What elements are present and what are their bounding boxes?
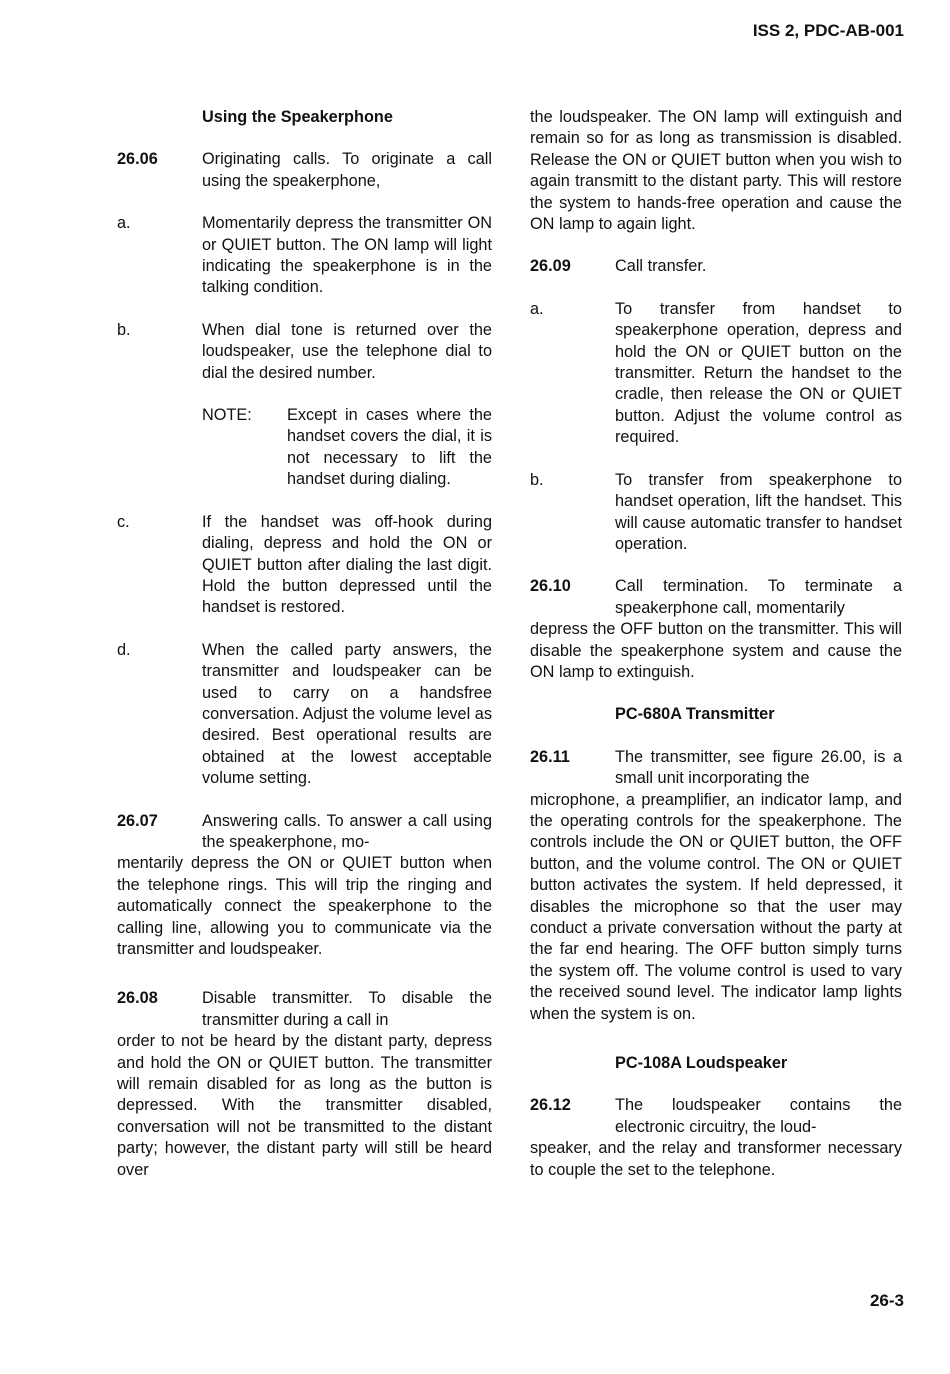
list-letter: d.	[117, 640, 131, 659]
paragraph-26-07	[117, 811, 492, 961]
paragraph-lead-text: The transmitter, see figure 26.00, is a small unit incorporating the	[615, 747, 902, 788]
paragraph-26-08-continued: the loudspeaker. The ON lamp will extinguish and remain so for as long as transmission is disabled. Release the ON or QUIET button when you wish to again transmitt to the distant party. This will restore the system to hands-free operation and cause the ON lamp to again light.	[530, 108, 902, 234]
list-text: Momentarily depress the transmitter ON or QUIET button. The ON lamp will light indicating the speakerphone is in the talking condition.	[202, 214, 492, 297]
paragraph-26-10	[530, 576, 902, 683]
list-text: To transfer from handset to speakerphone operation, depress and hold the ON or QUIET button on the transmitter. Return the handset to the cradle, then release the ON or QUIET button. Adjust the volume control as required.	[615, 299, 902, 447]
paragraph-lead-text: Answering calls. To answer a call using the speakerphone, mo-	[202, 811, 492, 851]
paragraph-number: 26.08	[117, 989, 158, 1008]
paragraph-number: 26.07	[117, 811, 158, 830]
paragraph-number: 26.06	[117, 150, 158, 169]
section-heading-using-speakerphone: Using the Speakerphone	[202, 108, 393, 126]
section-heading-pc-108a-loudspeaker: PC-108A Loudspeaker	[615, 1054, 788, 1073]
list-letter: a.	[117, 214, 131, 233]
paragraph-number: 26.11	[530, 747, 570, 766]
paragraph-26-08	[117, 988, 492, 1181]
section-heading-pc-680a-transmitter: PC-680A Transmitter	[615, 705, 775, 724]
paragraph-26-09	[530, 256, 902, 277]
list-item-a	[530, 299, 902, 449]
paragraph-text: order to not be heard by the distant party, depress and hold the ON or QUIET button. The transmitter will remain disabled for as long as the button is depressed. With the transmitter disabled, conversation will not be transmitted to the distant party; however, the distant party will still be heard over	[117, 1032, 492, 1179]
list-item-b	[117, 320, 492, 384]
document-id: ISS 2, PDC-AB-001	[752, 21, 904, 40]
paragraph-lead-text: Disable transmitter. To disable the transmitter during a call in	[202, 989, 492, 1029]
list-item-c	[117, 512, 492, 619]
list-text: To transfer from speakerphone to handset operation, lift the handset. This will cause automatic transfer to handset operation.	[615, 470, 902, 553]
list-letter: c.	[117, 512, 130, 531]
list-letter: b.	[117, 320, 131, 339]
note-label: NOTE:	[202, 406, 252, 425]
list-item-d	[117, 640, 492, 790]
paragraph-text: mentarily depress the ON or QUIET button when the telephone rings. This will trip the ringing and automatically connect the speakerphone to the calling line, allowing you to communicate via the transmitter and loudspeaker.	[117, 854, 492, 958]
paragraph-lead-text: Call termination. To terminate a speakerphone call, momentarily	[615, 577, 902, 617]
paragraph-text: speaker, and the relay and transformer necessary to couple the set to the telephone.	[530, 1139, 902, 1179]
list-item-b	[530, 470, 902, 556]
paragraph-26-11	[530, 747, 902, 1025]
note-text: Except in cases where the handset covers the dial, it is not necessary to lift the handset during dialing.	[287, 406, 492, 489]
paragraph-text: depress the OFF button on the transmitter. This will disable the speakerphone system and cause the ON lamp to extinguish.	[530, 620, 902, 681]
paragraph-number: 26.09	[530, 257, 571, 276]
paragraph-26-06	[117, 149, 492, 192]
right-column	[530, 107, 902, 1202]
list-text: When dial tone is returned over the loudspeaker, use the telephone dial to dial the desired number.	[202, 320, 492, 382]
paragraph-lead-text: The loudspeaker contains the electronic circuitry, the loud-	[615, 1096, 902, 1136]
paragraph-text: Originating calls. To originate a call using the speakerphone,	[202, 150, 492, 190]
note-block	[117, 405, 492, 491]
left-column	[117, 107, 492, 1202]
paragraph-text: microphone, a preamplifier, an indicator lamp, and the operating controls for the speakerphone. The controls include the ON or QUIET button, the OFF button, and the volume control. The ON or QUIET button activates the system. If held depressed, it disables the microphone so that the user may conduct a private conversation without the party at the far end hearing. The OFF button simply turns the system off. The volume control is used to vary the received sound level. The indicator lamp lights when the system is on.	[530, 790, 902, 1023]
list-item-a	[117, 213, 492, 299]
paragraph-number: 26.10	[530, 577, 571, 596]
list-letter: b.	[530, 470, 544, 489]
paragraph-text: Call transfer.	[615, 257, 707, 276]
list-text: If the handset was off-hook during dialing, depress and hold the ON or QUIET button after dialing the last digit. Hold the button depressed until the handset is restored.	[202, 512, 492, 617]
page-number: 26-3	[869, 1291, 904, 1310]
paragraph-number: 26.12	[530, 1096, 571, 1115]
paragraph-26-12	[530, 1095, 902, 1181]
list-letter: a.	[530, 299, 544, 318]
list-text: When the called party answers, the transmitter and loudspeaker can be used to carry on a handsfree conversation. Adjust the volume level as desired. Best operational results are obtained at the lowest acceptable volume setting.	[202, 640, 492, 788]
